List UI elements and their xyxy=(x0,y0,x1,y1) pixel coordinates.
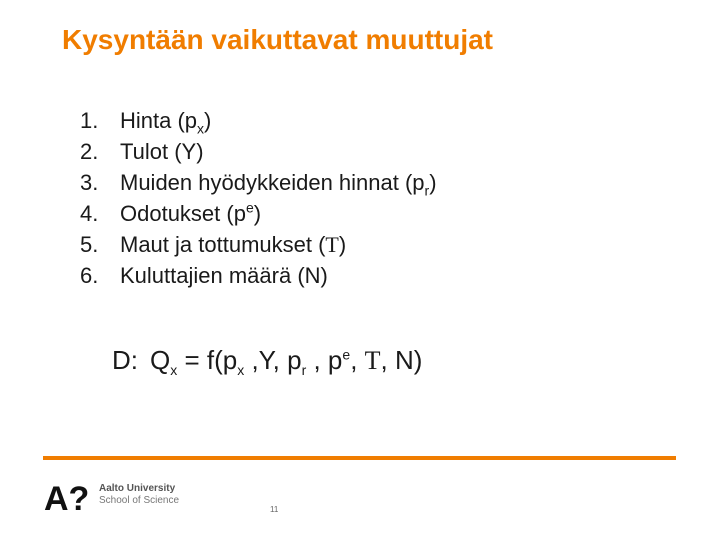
slide-title: Kysyntään vaikuttavat muuttujat xyxy=(62,24,493,55)
list-item: 3. Muiden hyödykkeiden hinnat $(p_r)$ xyxy=(80,170,437,199)
list-item: 4. Odotukset $(p^e)$ xyxy=(80,199,262,226)
list-item: 1. Hinta $(p_x)$ xyxy=(80,108,212,137)
svg-text:A?: A? xyxy=(44,480,90,514)
aalto-logo-icon xyxy=(44,480,94,519)
list-item: 6. Kuluttajien määrä (N) xyxy=(80,263,328,288)
university-name: Aalto University School of Science xyxy=(99,483,180,506)
page-number: 11 xyxy=(270,505,279,514)
variable-list xyxy=(80,105,437,291)
demand-function: D: $Q_x = f(p_x$ ,Y, $p_r$ , $p^e$, T, N) xyxy=(112,345,423,379)
list-item: 2. Tulot (Y) xyxy=(80,139,204,164)
footer-divider xyxy=(43,456,676,460)
list-item: 5. Maut ja tottumukset (T) xyxy=(80,232,347,257)
